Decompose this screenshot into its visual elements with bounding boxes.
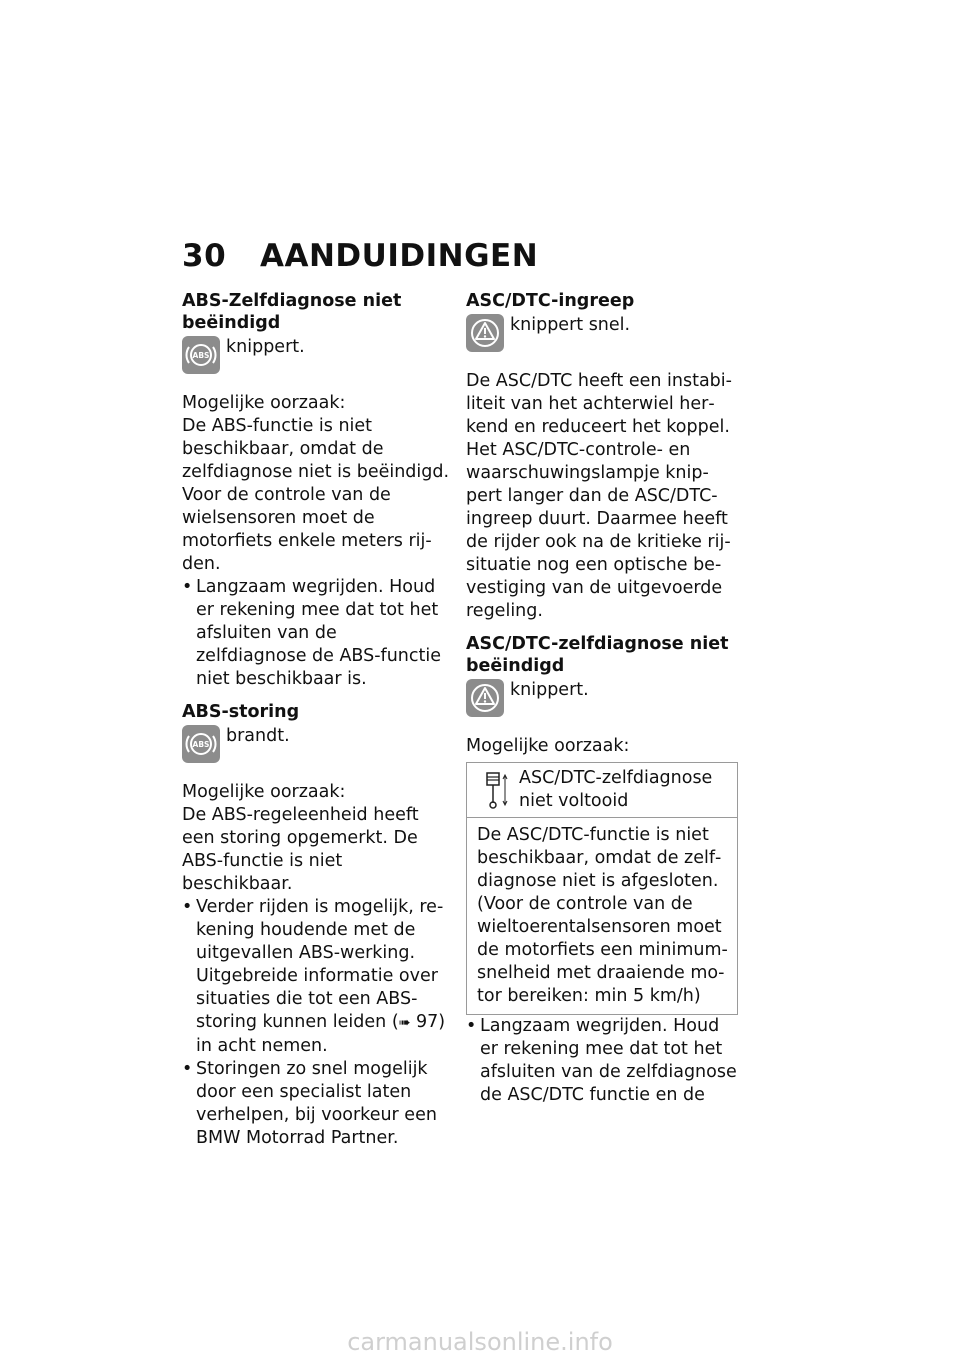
cause-label: Mogelijke oorzaak: [466,736,630,756]
cause-text: De ABS-functie is niet beschikbaar, omdat de zelfdiagnose niet is beëindigd. Voor de controle van de wielsensoren moet de motorfiets enkele meters rijden. [182,416,450,574]
abs-indicator-state: knippert. [226,337,305,357]
abs-fault-indicator-row [182,725,450,769]
svg-text:ABS: ABS [192,740,210,749]
asc-dtc-selfdiag-indicator-state: knippert. [510,680,589,700]
section-heading-abs-selfdiag: ABS-Zelfdiagnose niet beëindigd [182,291,402,333]
cause-label: Mogelijke oorzaak: [182,782,346,802]
left-column [182,290,450,1150]
list-item: • Verder rijden is mogelijk, rekening houdende met de uitgevallen ABS-werking. Uitgebreide informatie over situaties die tot een ABS-storing kunnen leiden (➠ 97) in acht nemen. [182,896,450,1058]
asc-dtc-warning-icon [466,679,504,717]
cause-label: Mogelijke oorzaak: [182,393,346,413]
list-item: • Storingen zo snel mogelijk door een specialist laten verhelpen, bij voorkeur een BMW Motorrad Partner. [182,1058,450,1150]
page-reference-link[interactable]: 97 [415,1012,439,1032]
page-number: 30 [182,238,227,274]
page-header [182,238,538,274]
abs-warning-icon [182,725,220,763]
right-column [466,290,738,1107]
cause-text: De ABS-regeleenheid heeft een storing opgemerkt. De ABS-functie is niet beschikbaar. [182,805,419,894]
piston-icon [481,771,511,811]
instruction-list [466,1015,738,1107]
asc-dtc-indicator-row [466,314,738,358]
list-item: • Langzaam wegrijden. Houd er rekening mee dat tot het afsluiten van de zelfdiagnose de ASC/DTC functie en de [466,1015,738,1107]
list-item: • Langzaam wegrijden. Houd er rekening mee dat tot het afsluiten van de zelfdiagnose de ABS-functie niet beschikbaar is. [182,576,450,691]
notice-body: De ASC/DTC-functie is niet beschikbaar, omdat de zelfdiagnose niet is afgesloten. (Voor de controle van de wieltoerentalsensoren moet de motorfiets een minimumsnelheid met draaiende motor bereiken: min 5 km/h) [477,825,728,1006]
abs-fault-indicator-state: brandt. [226,726,290,746]
notice-header [467,763,737,818]
page-reference-arrow-icon: ➠ [398,1015,411,1031]
notice-title: ASC/DTC-zelfdiagnose niet voltooid [519,768,713,811]
page-title: AANDUIDINGEN [260,238,539,274]
body-text: De ASC/DTC heeft een instabiliteit van het achterwiel herkend en reduceert het koppel. Het ASC/DTC-controle- en waarschuwingslampje knippert langer dan de ASC/DTC-ingreep duurt. Daarmee heeft de rijder ook na de kritieke rijsituatie nog een optische bevestiging van de uitgevoerde regeling. [466,371,732,621]
svg-text:ABS: ABS [192,351,210,360]
section-heading-asc-dtc-selfdiag: ASC/DTC-zelfdiagnose niet beëindigd [466,634,729,676]
instruction-list [182,576,450,691]
asc-dtc-indicator-state: knippert snel. [510,315,631,335]
section-heading-abs-fault: ABS-storing [182,702,300,722]
instruction-list [182,896,450,1150]
notice-box [466,762,738,1015]
section-heading-asc-dtc-intervention: ASC/DTC-ingreep [466,291,635,311]
watermark: carmanualsonline.info [347,1328,613,1356]
abs-indicator-row [182,336,450,380]
asc-dtc-selfdiag-indicator-row [466,679,738,723]
abs-warning-icon [182,336,220,374]
asc-dtc-warning-icon [466,314,504,352]
